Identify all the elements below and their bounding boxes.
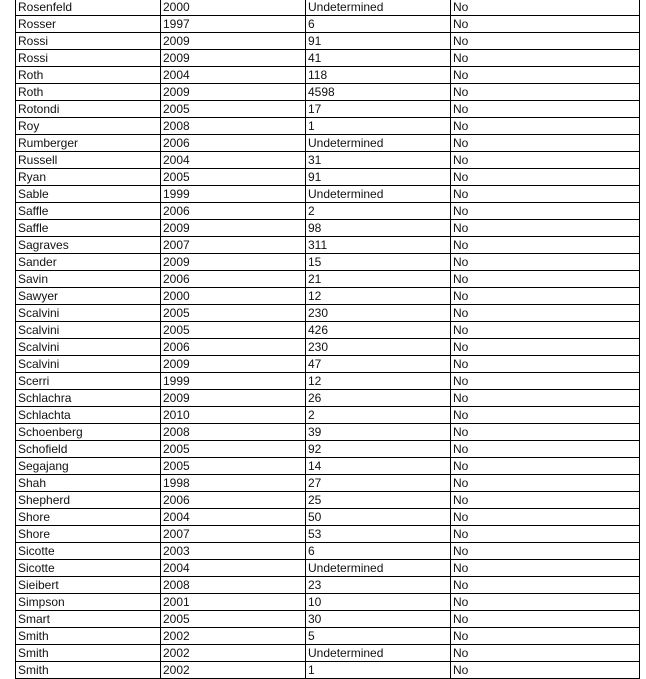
count-cell: 1 (306, 118, 451, 135)
name-cell: Shore (16, 509, 161, 526)
flag-cell: No (451, 254, 640, 271)
table-row (16, 356, 640, 373)
year-cell: 2005 (161, 101, 306, 118)
name-cell: Russell (16, 152, 161, 169)
year-cell: 2009 (161, 50, 306, 67)
flag-cell: No (451, 305, 640, 322)
table-row (16, 84, 640, 101)
name-cell: Schoenberg (16, 424, 161, 441)
name-cell: Ryan (16, 169, 161, 186)
name-cell: Shore (16, 526, 161, 543)
table-row (16, 594, 640, 611)
count-cell: 311 (306, 237, 451, 254)
year-cell: 2007 (161, 237, 306, 254)
name-cell: Rumberger (16, 135, 161, 152)
year-cell: 2005 (161, 305, 306, 322)
table-row (16, 169, 640, 186)
year-cell: 2005 (161, 441, 306, 458)
year-cell: 2009 (161, 33, 306, 50)
table-row (16, 390, 640, 407)
count-cell: Undetermined (306, 645, 451, 662)
count-cell: 23 (306, 577, 451, 594)
flag-cell: No (451, 492, 640, 509)
name-cell: Scalvini (16, 322, 161, 339)
year-cell: 2004 (161, 560, 306, 577)
flag-cell: No (451, 611, 640, 628)
count-cell: Undetermined (306, 560, 451, 577)
year-cell: 1999 (161, 373, 306, 390)
count-cell: 6 (306, 16, 451, 33)
name-cell: Sander (16, 254, 161, 271)
records-table (15, 0, 640, 679)
count-cell: 92 (306, 441, 451, 458)
flag-cell: No (451, 152, 640, 169)
year-cell: 2008 (161, 118, 306, 135)
year-cell: 2007 (161, 526, 306, 543)
table-row (16, 407, 640, 424)
table-row (16, 118, 640, 135)
table-row (16, 305, 640, 322)
count-cell: 91 (306, 169, 451, 186)
year-cell: 1998 (161, 475, 306, 492)
year-cell: 2002 (161, 662, 306, 679)
year-cell: 2004 (161, 509, 306, 526)
flag-cell: No (451, 339, 640, 356)
count-cell: 98 (306, 220, 451, 237)
flag-cell: No (451, 424, 640, 441)
count-cell: 118 (306, 67, 451, 84)
year-cell: 2005 (161, 169, 306, 186)
count-cell: 47 (306, 356, 451, 373)
table-row (16, 509, 640, 526)
table-row (16, 186, 640, 203)
count-cell: 5 (306, 628, 451, 645)
flag-cell: No (451, 526, 640, 543)
year-cell: 2000 (161, 288, 306, 305)
table-row (16, 526, 640, 543)
table-row (16, 339, 640, 356)
count-cell: 50 (306, 509, 451, 526)
table-row (16, 543, 640, 560)
table-row (16, 220, 640, 237)
flag-cell: No (451, 16, 640, 33)
year-cell: 2002 (161, 645, 306, 662)
count-cell: 53 (306, 526, 451, 543)
table-row (16, 254, 640, 271)
count-cell: 12 (306, 288, 451, 305)
name-cell: Sawyer (16, 288, 161, 305)
flag-cell: No (451, 118, 640, 135)
name-cell: Smith (16, 628, 161, 645)
table-row (16, 662, 640, 679)
count-cell: 39 (306, 424, 451, 441)
table-row (16, 0, 640, 16)
year-cell: 2003 (161, 543, 306, 560)
year-cell: 2008 (161, 577, 306, 594)
year-cell: 1997 (161, 16, 306, 33)
year-cell: 2009 (161, 390, 306, 407)
name-cell: Rosser (16, 16, 161, 33)
table-row (16, 288, 640, 305)
records-table-body (16, 0, 640, 679)
table-row (16, 101, 640, 118)
count-cell: 91 (306, 33, 451, 50)
table-row (16, 322, 640, 339)
flag-cell: No (451, 356, 640, 373)
name-cell: Rosenfeld (16, 0, 161, 16)
table-row (16, 203, 640, 220)
table-row (16, 373, 640, 390)
name-cell: Sicotte (16, 560, 161, 577)
name-cell: Simpson (16, 594, 161, 611)
year-cell: 2009 (161, 84, 306, 101)
name-cell: Roth (16, 67, 161, 84)
name-cell: Sicotte (16, 543, 161, 560)
table-row (16, 152, 640, 169)
flag-cell: No (451, 237, 640, 254)
name-cell: Sieibert (16, 577, 161, 594)
name-cell: Rossi (16, 33, 161, 50)
name-cell: Schlachta (16, 407, 161, 424)
count-cell: 426 (306, 322, 451, 339)
flag-cell: No (451, 662, 640, 679)
flag-cell: No (451, 543, 640, 560)
name-cell: Scalvini (16, 339, 161, 356)
table-row (16, 611, 640, 628)
table-row (16, 628, 640, 645)
name-cell: Schlachra (16, 390, 161, 407)
count-cell: 12 (306, 373, 451, 390)
count-cell: 31 (306, 152, 451, 169)
flag-cell: No (451, 458, 640, 475)
year-cell: 2009 (161, 220, 306, 237)
count-cell: 27 (306, 475, 451, 492)
year-cell: 2005 (161, 322, 306, 339)
flag-cell: No (451, 373, 640, 390)
count-cell: 230 (306, 339, 451, 356)
count-cell: 25 (306, 492, 451, 509)
count-cell: Undetermined (306, 186, 451, 203)
year-cell: 2005 (161, 458, 306, 475)
year-cell: 2009 (161, 254, 306, 271)
year-cell: 2008 (161, 424, 306, 441)
name-cell: Rossi (16, 50, 161, 67)
flag-cell: No (451, 390, 640, 407)
year-cell: 2004 (161, 152, 306, 169)
year-cell: 2001 (161, 594, 306, 611)
flag-cell: No (451, 50, 640, 67)
count-cell: Undetermined (306, 0, 451, 16)
year-cell: 2006 (161, 135, 306, 152)
flag-cell: No (451, 0, 640, 16)
year-cell: 2005 (161, 611, 306, 628)
table-row (16, 441, 640, 458)
name-cell: Smith (16, 662, 161, 679)
table-row (16, 475, 640, 492)
name-cell: Scalvini (16, 356, 161, 373)
name-cell: Savin (16, 271, 161, 288)
count-cell: 21 (306, 271, 451, 288)
flag-cell: No (451, 322, 640, 339)
table-row (16, 16, 640, 33)
name-cell: Saffle (16, 203, 161, 220)
table-row (16, 577, 640, 594)
flag-cell: No (451, 135, 640, 152)
count-cell: 26 (306, 390, 451, 407)
name-cell: Smith (16, 645, 161, 662)
flag-cell: No (451, 645, 640, 662)
count-cell: 4598 (306, 84, 451, 101)
count-cell: 2 (306, 407, 451, 424)
table-row (16, 645, 640, 662)
year-cell: 2010 (161, 407, 306, 424)
flag-cell: No (451, 441, 640, 458)
flag-cell: No (451, 407, 640, 424)
table-row (16, 424, 640, 441)
table-row (16, 237, 640, 254)
table-row (16, 492, 640, 509)
flag-cell: No (451, 577, 640, 594)
name-cell: Sable (16, 186, 161, 203)
flag-cell: No (451, 33, 640, 50)
table-row (16, 67, 640, 84)
flag-cell: No (451, 271, 640, 288)
flag-cell: No (451, 186, 640, 203)
flag-cell: No (451, 288, 640, 305)
name-cell: Segajang (16, 458, 161, 475)
year-cell: 2006 (161, 339, 306, 356)
year-cell: 2009 (161, 356, 306, 373)
count-cell: Undetermined (306, 135, 451, 152)
name-cell: Roy (16, 118, 161, 135)
flag-cell: No (451, 220, 640, 237)
count-cell: 1 (306, 662, 451, 679)
flag-cell: No (451, 475, 640, 492)
table-row (16, 271, 640, 288)
flag-cell: No (451, 203, 640, 220)
flag-cell: No (451, 84, 640, 101)
year-cell: 2006 (161, 203, 306, 220)
table-row (16, 135, 640, 152)
name-cell: Smart (16, 611, 161, 628)
year-cell: 2006 (161, 271, 306, 288)
year-cell: 2006 (161, 492, 306, 509)
flag-cell: No (451, 628, 640, 645)
name-cell: Rotondi (16, 101, 161, 118)
count-cell: 15 (306, 254, 451, 271)
count-cell: 41 (306, 50, 451, 67)
table-row (16, 458, 640, 475)
name-cell: Roth (16, 84, 161, 101)
year-cell: 2000 (161, 0, 306, 16)
count-cell: 2 (306, 203, 451, 220)
name-cell: Scerri (16, 373, 161, 390)
name-cell: Saffle (16, 220, 161, 237)
flag-cell: No (451, 594, 640, 611)
flag-cell: No (451, 560, 640, 577)
year-cell: 2002 (161, 628, 306, 645)
name-cell: Sagraves (16, 237, 161, 254)
count-cell: 230 (306, 305, 451, 322)
name-cell: Shah (16, 475, 161, 492)
flag-cell: No (451, 509, 640, 526)
count-cell: 14 (306, 458, 451, 475)
flag-cell: No (451, 169, 640, 186)
table-row (16, 560, 640, 577)
count-cell: 6 (306, 543, 451, 560)
name-cell: Shepherd (16, 492, 161, 509)
table-row (16, 33, 640, 50)
year-cell: 1999 (161, 186, 306, 203)
name-cell: Scalvini (16, 305, 161, 322)
count-cell: 17 (306, 101, 451, 118)
year-cell: 2004 (161, 67, 306, 84)
table-row (16, 50, 640, 67)
count-cell: 30 (306, 611, 451, 628)
count-cell: 10 (306, 594, 451, 611)
flag-cell: No (451, 101, 640, 118)
name-cell: Schofield (16, 441, 161, 458)
flag-cell: No (451, 67, 640, 84)
